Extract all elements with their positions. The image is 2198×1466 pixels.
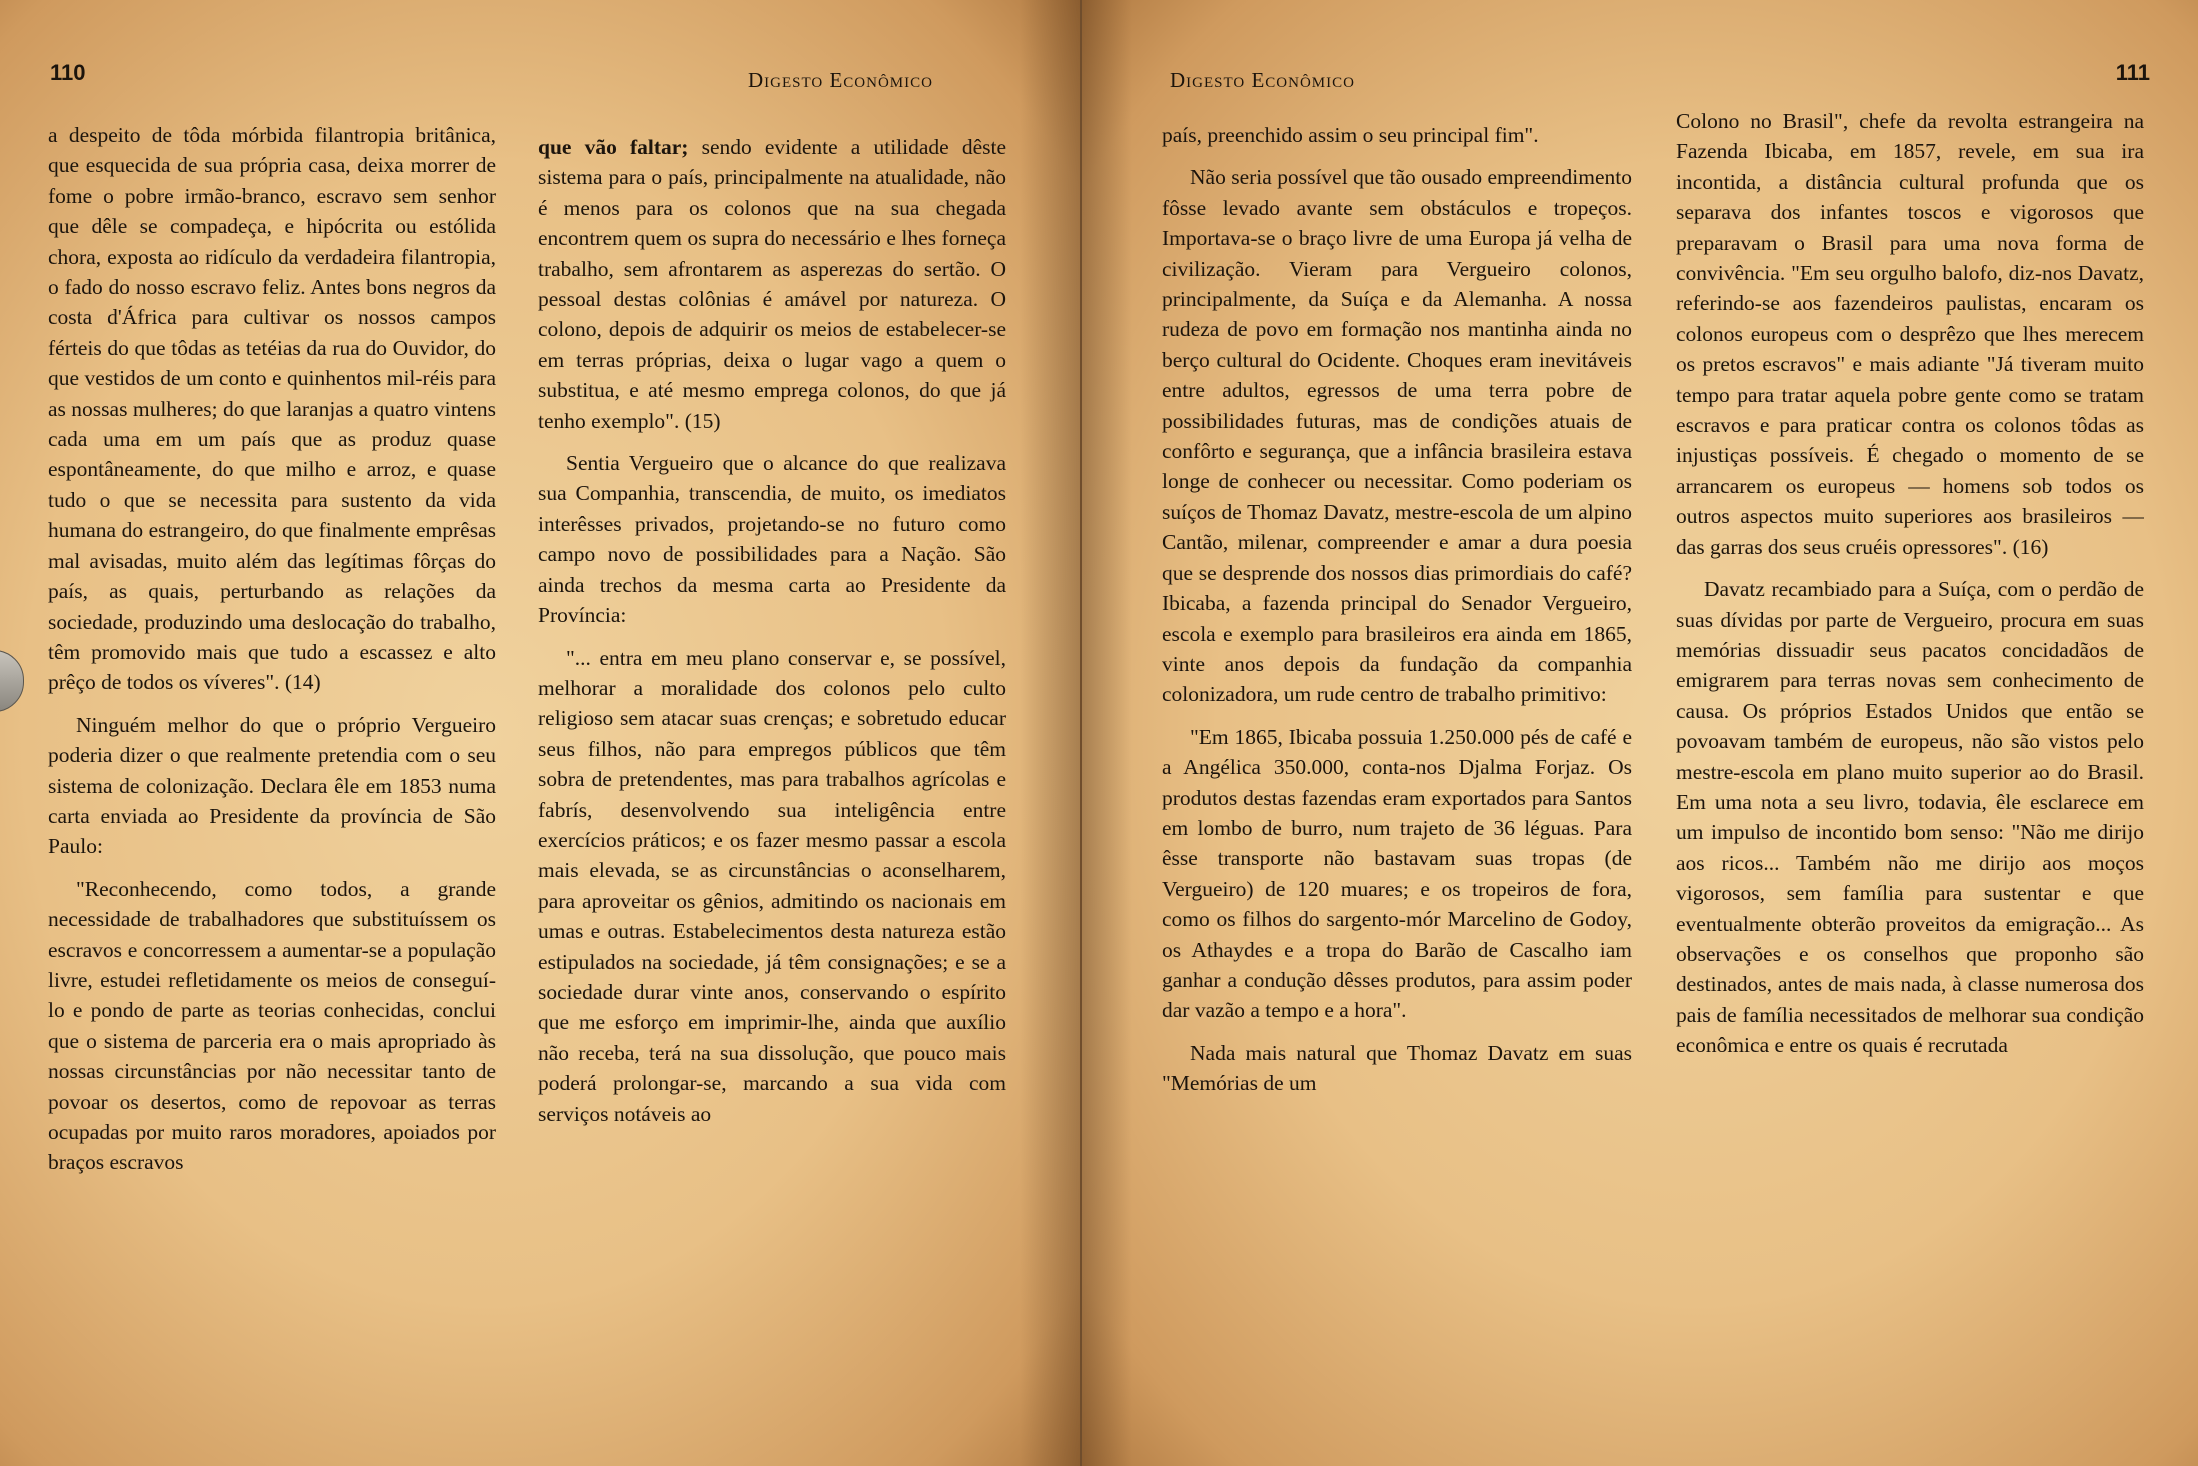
paragraph: "Em 1865, Ibicaba possuia 1.250.000 pés de café e a Angélica 350.000, conta-nos Djalma Forjaz. Os produtos destas fazendas eram exportados para Santos em lombo de burro, num trajeto de 36 léguas. Para êsse transporte não bastavam suas tropas (de Vergueiro) de 120 muares; e os tropeiros de fora, como os filhos do sargento-mór Marcelino de Godoy, os Athaydes e a tropa do Barão de Cascalho iam ganhar a condução dêsses produtos, para assim poder dar vazão a tempo e a hora". (1162, 724, 1632, 1023)
right-column-b (1676, 106, 2144, 1426)
right-column-a (1162, 120, 1632, 1440)
paragraph: a despeito de tôda mórbida filantropia britânica, que esquecida de sua própria casa, deixa morrer de fome o pobre irmão-branco, escravo sem senhor que dêle se compadeça, e hipócrita ou estólida chora, exposta ao ridículo da verdadeira filantropia, o fado do nosso escravo feliz. Antes bons negros da costa d'África para cultivar os nossos campos férteis do que tôdas as tetéias da rua do Ouvidor, do que vestidos de um conto e quinhentos mil-réis para as nossas mulheres; do que laranjas a quatro vintens cada uma em um país que as produz quase espontâneamente, do que milho e arroz, e quase tudo o que se necessita para sustento da vida humana do estrangeiro, do que finalmente emprêsas mal avisadas, muito além das legítimas fôrças do país, as quais, perturbando as relações da sociedade, produzindo uma deslocação do trabalho, têm promovido mais que tudo a escassez e alto prêço de todos os víveres". (14) (48, 123, 496, 695)
running-head: Digesto Econômico (1170, 68, 1355, 92)
paragraph: país, preenchido assim o seu principal fim". (1162, 123, 1539, 147)
paragraph: "Reconhecendo, como todos, a grande necessidade de trabalhadores que substituíssem os escravos e concorressem a aumentar-se a população livre, estudei refletidamente os meios de conseguí-lo e pondo de parte as teorias conhecidas, conclui que o sistema de parceria era o mais apropriado às nossas circunstâncias por não necessitar tanto de povoar os desertos, como de repovoar as terras ocupadas por muito raros moradores, apoiados por braços escravos (48, 876, 496, 1175)
paragraph: Não seria possível que tão ousado empreendimento fôsse levado avante sem obstáculos e tropeços. Importava-se o braço livre de uma Europa já velha de civilização. Vieram para Vergueiro colonos, principalmente, da Suíça e da Alemanha. A nossa rudeza de povo em formação nos mantinha ainda no berço cultural do Ocidente. Choques eram inevitáveis entre adultos, egressos de uma terra pobre de possibilidades futuras, mas de condições atuais de confôrto e segurança, que a infância brasileira estava longe de conhecer ou necessitar. Como poderiam os suíços de Thomaz Davatz, mestre-escola de um alpino Cantão, milenar, compreender e amar a dura poesia que se desprende dos nossos dias primordiais do café? Ibicaba, a fazenda principal do Senador Vergueiro, escola e exemplo para brasileiros era ainda em 1865, vinte anos depois da fundação da companhia colonizadora, um rude centro de trabalho primitivo: (1162, 165, 1632, 707)
left-column-a (48, 120, 496, 1440)
paragraph (538, 132, 1006, 436)
gutter-shadow (1082, 0, 1132, 1466)
page-number: 110 (50, 60, 86, 85)
paragraph: Nada mais natural que Thomaz Davatz em suas "Memórias de um (1162, 1040, 1632, 1096)
page-tab (0, 650, 24, 712)
left-page (0, 0, 1082, 1466)
paragraph-text: sendo evidente a utilidade dêste sistema para o país, principalmente na atualidade, não é menos para os colonos que na sua chegada encontrem quem os supra do necessário e lhes forneça trabalho, sem afrontarem as asperezas do sertão. O pessoal destas colônias é amável por natureza. O colono, depois de adquirir os meios de estabelecer-se em terras próprias, deixa o lugar vago a quem o substitua, e até mesmo emprega colonos, do que já tenho exemplo". (15) (538, 135, 1006, 433)
page-number: 111 (2115, 60, 2150, 85)
paragraph: Ninguém melhor do que o próprio Vergueiro poderia dizer o que realmente pretendia com o seu sistema de colonização. Declara êle em 1853 numa carta enviada ao Presidente da província de São Paulo: (48, 712, 496, 859)
right-page (1082, 0, 2198, 1466)
paragraph: Sentia Vergueiro que o alcance do que realizava sua Companhia, transcendia, de muito, os imediatos interêsses privados, projetando-se no futuro como campo novo de possibilidades para a Nação. São ainda trechos da mesma carta ao Presidente da Província: (538, 451, 1006, 628)
bold-lead-text: que vão faltar; (538, 135, 689, 159)
paragraph: Davatz recambiado para a Suíça, com o perdão de suas dívidas por parte de Vergueiro, procura em suas memórias dissuadir seus pacatos concidadãos de emigrarem para terras novas sem conhecimento de causa. Os próprios Estados Unidos que então se povoavam também de europeus, não são vistos pelo mestre-escola em plano muito superior ao do Brasil. Em uma nota a seu livro, todavia, êle esclarece em um impulso de incontido bom senso: "Não me dirijo aos ricos... Também não me dirijo aos moços vigorosos, sem família para sustentar e que eventualmente obterão proveitos da emigração... As observações e os conselhos que proponho são destinados, antes de mais nada, à classe numerosa dos pais de família necessitados de melhorar sua condição econômica e entre os quais é recrutada (1676, 577, 2144, 1058)
left-column-b (538, 132, 1006, 1452)
running-head: Digesto Econômico (748, 68, 933, 92)
paragraph: Colono no Brasil", chefe da revolta estrangeira na Fazenda Ibicaba, em 1857, revele, em sua ira incontida, a distância cultural profunda que os separava dos infantes toscos e vigorosos que preparavam o Brasil para uma nova forma de convivência. "Em seu orgulho balofo, diz-nos Davatz, referindo-se aos fazendeiros paulistas, encaram os colonos europeus com o desprêzo que lhes merecem os pretos escravos" e mais adiante "Já tiveram muito tempo para tratar aquela pobre gente como se tratam escravos e para praticar contra os colonos tôdas as injustiças possíveis. É chegado o momento de se arrancarem os europeus — homens sob todos os outros aspectos muito superiores aos brasileiros — das garras dos seus cruéis opressores". (16) (1676, 109, 2144, 559)
paragraph: "... entra em meu plano conservar e, se possível, melhorar a moralidade dos colonos pelo culto religioso sem atacar suas crenças; e sobretudo educar seus filhos, não para empregos públicos que têm sobra de pretendentes, mas para trabalhos agrícolas e fabrís, desenvolvendo sua inteligência entre exercícios práticos; e os fazer mesmo passar a escola mais elevada, se as circunstâncias o aconselharem, para aproveitar os gênios, admitindo os nacionais em umas e outras. Estabelecimentos desta natureza estão estipulados na sociedade, já têm consignações; e se a sociedade durar vinte anos, conservando o espírito que me esforço em imprimir-lhe, ainda que auxílio não receba, terá na sua dissolução, que pouco mais poderá prolongar-se, marcando a sua vida com serviços notáveis ao (538, 645, 1006, 1126)
gutter-shadow (1020, 0, 1080, 1466)
